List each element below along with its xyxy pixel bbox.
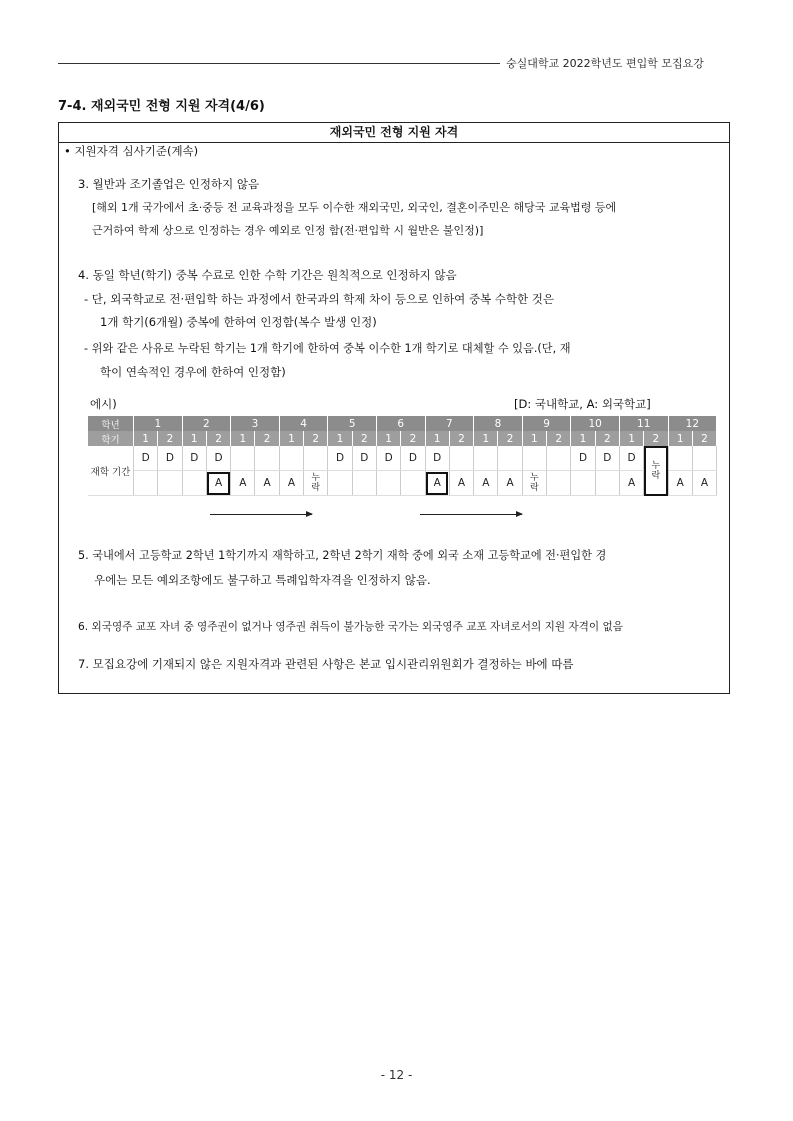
grade-row [88,416,717,431]
semester-table [88,416,717,496]
term-cell: 2 [401,431,425,446]
term-cell: 1 [474,431,498,446]
grade-cell: 1 [134,416,183,431]
term-cell: 2 [255,431,279,446]
term-cell: 2 [158,431,182,446]
term-cell: 2 [449,431,473,446]
grade-cell: 10 [571,416,620,431]
term-cell: 2 [595,431,619,446]
grade-cell: 5 [328,416,377,431]
period-cell [134,471,158,496]
period-cell-missing: 누 락 [304,471,328,496]
period-cell: A [449,471,473,496]
period-cell: D [595,446,619,471]
period-cell [352,471,376,496]
item5-line1: 5. 국내에서 고등학교 2학년 1학기까지 재학하고, 2학년 2학기 재학 중에 외국 소재 고등학교에 전·편입한 경 [78,549,607,562]
period-cell: A [474,471,498,496]
term-cell: 1 [279,431,303,446]
period-cell: D [158,446,182,471]
grade-cell: 6 [376,416,425,431]
period-cell [279,446,303,471]
term-cell: 2 [352,431,376,446]
example-legend: [D: 국내학교, A: 외국학교] [514,397,651,411]
period-cell [255,446,279,471]
period-cell: D [134,446,158,471]
item5-line2: 우에는 모든 예외조항에도 불구하고 특례입학자격을 인정하지 않음. [94,573,431,587]
item3-head: 3. 월반과 조기졸업은 인정하지 않음 [78,177,260,191]
example-label: 에시) [90,397,117,411]
period-cell: A [692,471,716,496]
item4-head: 4. 동일 학년(학기) 중복 수료로 인한 수학 기간은 원칙적으로 인정하지 않음 [78,268,457,282]
period-cell: D [206,446,230,471]
period-cell: A [619,471,643,496]
period-cell-missing: 누 락 [522,471,546,496]
page-number: - 12 - [380,1068,413,1082]
period-cell: A [279,471,303,496]
grade-row-label: 학년 [88,416,134,431]
period-cell [522,446,546,471]
bullet-criteria: • 지원자격 심사기준(계속) [64,144,199,158]
period-cell [547,471,571,496]
term-row [88,431,717,446]
header-rule [58,63,500,64]
item6: 6. 외국영주 교포 자녀 중 영주권이 없거나 영주권 취득이 불가능한 국가는 외국영주 교포 자녀로서의 지원 자격이 없음 [78,621,623,633]
item4-line2: 1개 학기(6개월) 중복에 한하여 인정함(복수 발생 인정) [100,315,377,329]
period-cell [231,446,255,471]
period-cell [692,446,716,471]
term-cell: 1 [668,431,692,446]
period-cell [182,471,206,496]
substitution-arrow [210,514,312,515]
period-cell [547,446,571,471]
period-cell [595,471,619,496]
box-title: 재외국민 전형 지원 자격 [59,123,729,143]
period-cell [449,446,473,471]
period-cell [498,446,522,471]
period-cell-missing: 누 락 [644,446,668,496]
term-cell: 2 [304,431,328,446]
term-cell: 1 [619,431,643,446]
grade-cell: 11 [619,416,668,431]
grade-cell: 2 [182,416,231,431]
period-cell: D [352,446,376,471]
term-cell: 2 [692,431,716,446]
foreign-row [88,471,717,496]
term-cell: 1 [571,431,595,446]
grade-cell: 4 [279,416,328,431]
term-cell: 2 [547,431,571,446]
period-cell: D [328,446,352,471]
period-cell: A [498,471,522,496]
period-cell [376,471,400,496]
period-cell: D [401,446,425,471]
substitution-arrow [420,514,522,515]
item3-line1: [해외 1개 국가에서 초·중등 전 교육과정을 모두 이수한 재외국민, 외국인, 결혼이주민은 해당국 교육법령 등에 [92,201,617,214]
term-cell: 1 [522,431,546,446]
item4-line4: 학이 연속적인 경우에 한하여 인정함) [100,365,286,379]
term-cell: 1 [182,431,206,446]
grade-cell: 7 [425,416,474,431]
section-title: 7-4. 재외국민 전형 지원 자격(4/6) [58,99,265,114]
period-cell: D [571,446,595,471]
item3-line2: 근거하여 학제 상으로 인정하는 경우 예외로 인정 함(전·편입학 시 월반은 불인정)] [92,224,484,237]
domestic-row [88,446,717,471]
term-cell: 1 [134,431,158,446]
term-cell: 2 [498,431,522,446]
term-cell: 1 [231,431,255,446]
period-cell: A [231,471,255,496]
term-cell: 1 [425,431,449,446]
running-header: 숭실대학교 2022학년도 편입학 모집요강 [506,57,704,70]
item4-line1: - 단, 외국학교로 전·편입학 하는 과정에서 한국과의 학제 차이 등으로 인하여 중복 수학한 것은 [84,292,555,306]
period-cell [328,471,352,496]
period-cell: A [425,471,449,496]
period-row-label: 재학 기간 [88,446,134,496]
grade-cell: 3 [231,416,280,431]
period-cell: A [668,471,692,496]
term-cell: 2 [206,431,230,446]
period-cell: A [255,471,279,496]
period-cell [668,446,692,471]
period-cell [304,446,328,471]
item7: 7. 모집요강에 기재되지 않은 지원자격과 관련된 사항은 본교 입시관리위원회가 결정하는 바에 따름 [78,657,574,671]
period-cell: D [376,446,400,471]
term-row-label: 학기 [88,431,134,446]
term-cell: 1 [376,431,400,446]
term-cell: 1 [328,431,352,446]
period-cell: D [425,446,449,471]
period-cell [571,471,595,496]
period-cell: D [619,446,643,471]
period-cell: A [206,471,230,496]
grade-cell: 8 [474,416,523,431]
term-cell: 2 [644,431,668,446]
period-cell [474,446,498,471]
period-cell [401,471,425,496]
period-cell: D [182,446,206,471]
grade-cell: 12 [668,416,717,431]
grade-cell: 9 [522,416,571,431]
period-cell [158,471,182,496]
item4-line3: - 위와 같은 사유로 누락된 학기는 1개 학기에 한하여 중복 이수한 1개 학기로 대체할 수 있음.(단, 재 [84,342,571,355]
